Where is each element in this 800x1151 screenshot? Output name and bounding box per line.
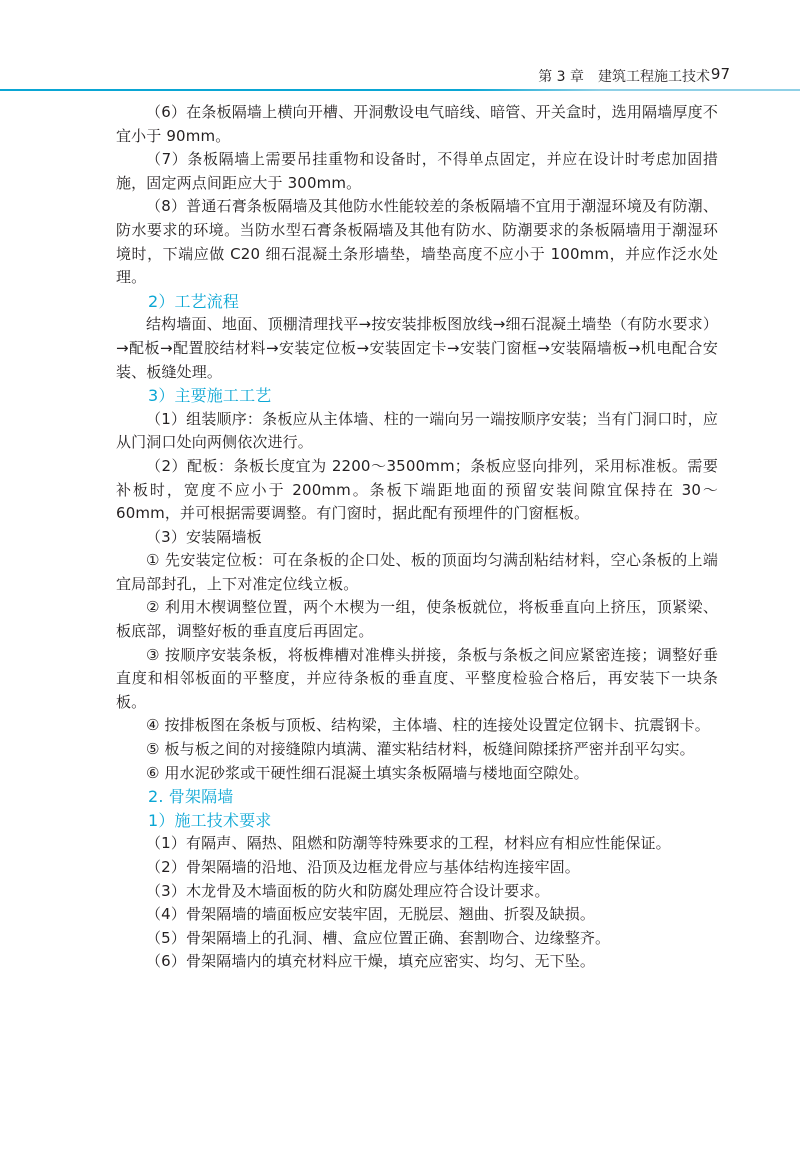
paragraph: （8）普通石膏条板隔墙及其他防水性能较差的条板隔墙不宜用于潮湿环境及有防潮、防水要求的环境。当防水型石膏条板隔墙及其他有防水、防潮要求的条板隔墙用于潮湿环境时，下端应做 C20 细石混凝土条形墙垫，墙垫高度不应小于 100mm，并应作泛水处理。 [116,197,718,287]
paragraph: ② 利用木楔调整位置，两个木楔为一组，使条板就位，将板垂直向上挤压，顶紧梁、板底部，调整好板的垂直度后再固定。 [116,598,718,641]
section-heading: 2. 骨架隔墙 [148,787,234,807]
paragraph: （1）有隔声、隔热、阻燃和防潮等特殊要求的工程，材料应有相应性能保证。 [146,834,671,853]
page-body [116,101,718,974]
paragraph: ① 先安装定位板：可在条板的企口处、板的顶面均匀满刮粘结材料，空心条板的上端宜局部封孔，上下对准定位线立板。 [116,551,718,593]
paragraph: （3）木龙骨及木墙面板的防火和防腐处理应符合设计要求。 [146,881,550,900]
paragraph: （7）条板隔墙上需要吊挂重物和设备时，不得单点固定，并应在设计时考虑加固措施，固定两点间距应大于 300mm。 [116,150,718,192]
header-rule [0,89,800,91]
paragraph: ⑥ 用水泥砂浆或干硬性细石混凝土填实条板隔墙与楼地面空隙处。 [146,763,589,782]
page-number: 97 [710,65,730,83]
page-header [0,56,800,92]
paragraph: （2）骨架隔墙的沿地、沿顶及边框龙骨应与基体结构连接牢固。 [146,858,580,876]
paragraph: ④ 按排板图在条板与顶板、结构梁，主体墙、柱的连接处设置定位钢卡、抗震钢卡。 [146,716,710,735]
section-heading: 2）工艺流程 [148,291,240,311]
paragraph: ⑤ 板与板之间的对接缝隙内填满、灌实粘结材料，板缝间隙揉挤严密并刮平勾实。 [146,740,695,759]
paragraph: （6）在条板隔墙上横向开槽、开洞敷设电气暗线、暗管、开关盒时，选用隔墙厚度不宜小于 90mm。 [116,103,718,145]
section-heading: 1）施工技术要求 [148,810,272,830]
paragraph: （1）组装顺序：条板应从主体墙、柱的一端向另一端按顺序安装；当有门洞口时，应从门洞口处向两侧依次进行。 [116,409,718,452]
chapter-title: 第 3 章 建筑工程施工技术 [538,69,710,85]
paragraph: 结构墙面、地面、顶棚清理找平→按安装排板图放线→细石混凝土墙垫（有防水要求）→配板→配置胶结材料→安装定位板→安装固定卡→安装门窗框→安装隔墙板→机电配合安装、板缝处理。 [116,315,718,381]
paragraph: （6）骨架隔墙内的填充材料应干燥，填充应密实、均匀、无下坠。 [146,952,596,971]
paragraph: （5）骨架隔墙上的孔洞、槽、盒应位置正确、套割吻合、边缘整齐。 [146,928,611,947]
section-heading: 3）主要施工工艺 [148,386,272,406]
paragraph: （4）骨架隔墙的墙面板应安装牢固，无脱层、翘曲、折裂及缺损。 [146,905,596,924]
paragraph: （2）配板：条板长度宜为 2200～3500mm；条板应竖向排列，采用标准板。需要补板时，宽度不应小于 200mm。条板下端距地面的预留安装间隙宜保持在 30～60mm，并可根据需要调整。有门窗时，据此配有预埋件的门窗框板。 [116,456,718,523]
paragraph: ③ 按顺序安装条板，将板榫槽对准榫头拼接，条板与条板之间应紧密连接；调整好垂直度和相邻板面的平整度，并应待条板的垂直度、平整度检验合格后，再安装下一块条板。 [116,645,718,711]
paragraph: （3）安装隔墙板 [146,527,262,546]
